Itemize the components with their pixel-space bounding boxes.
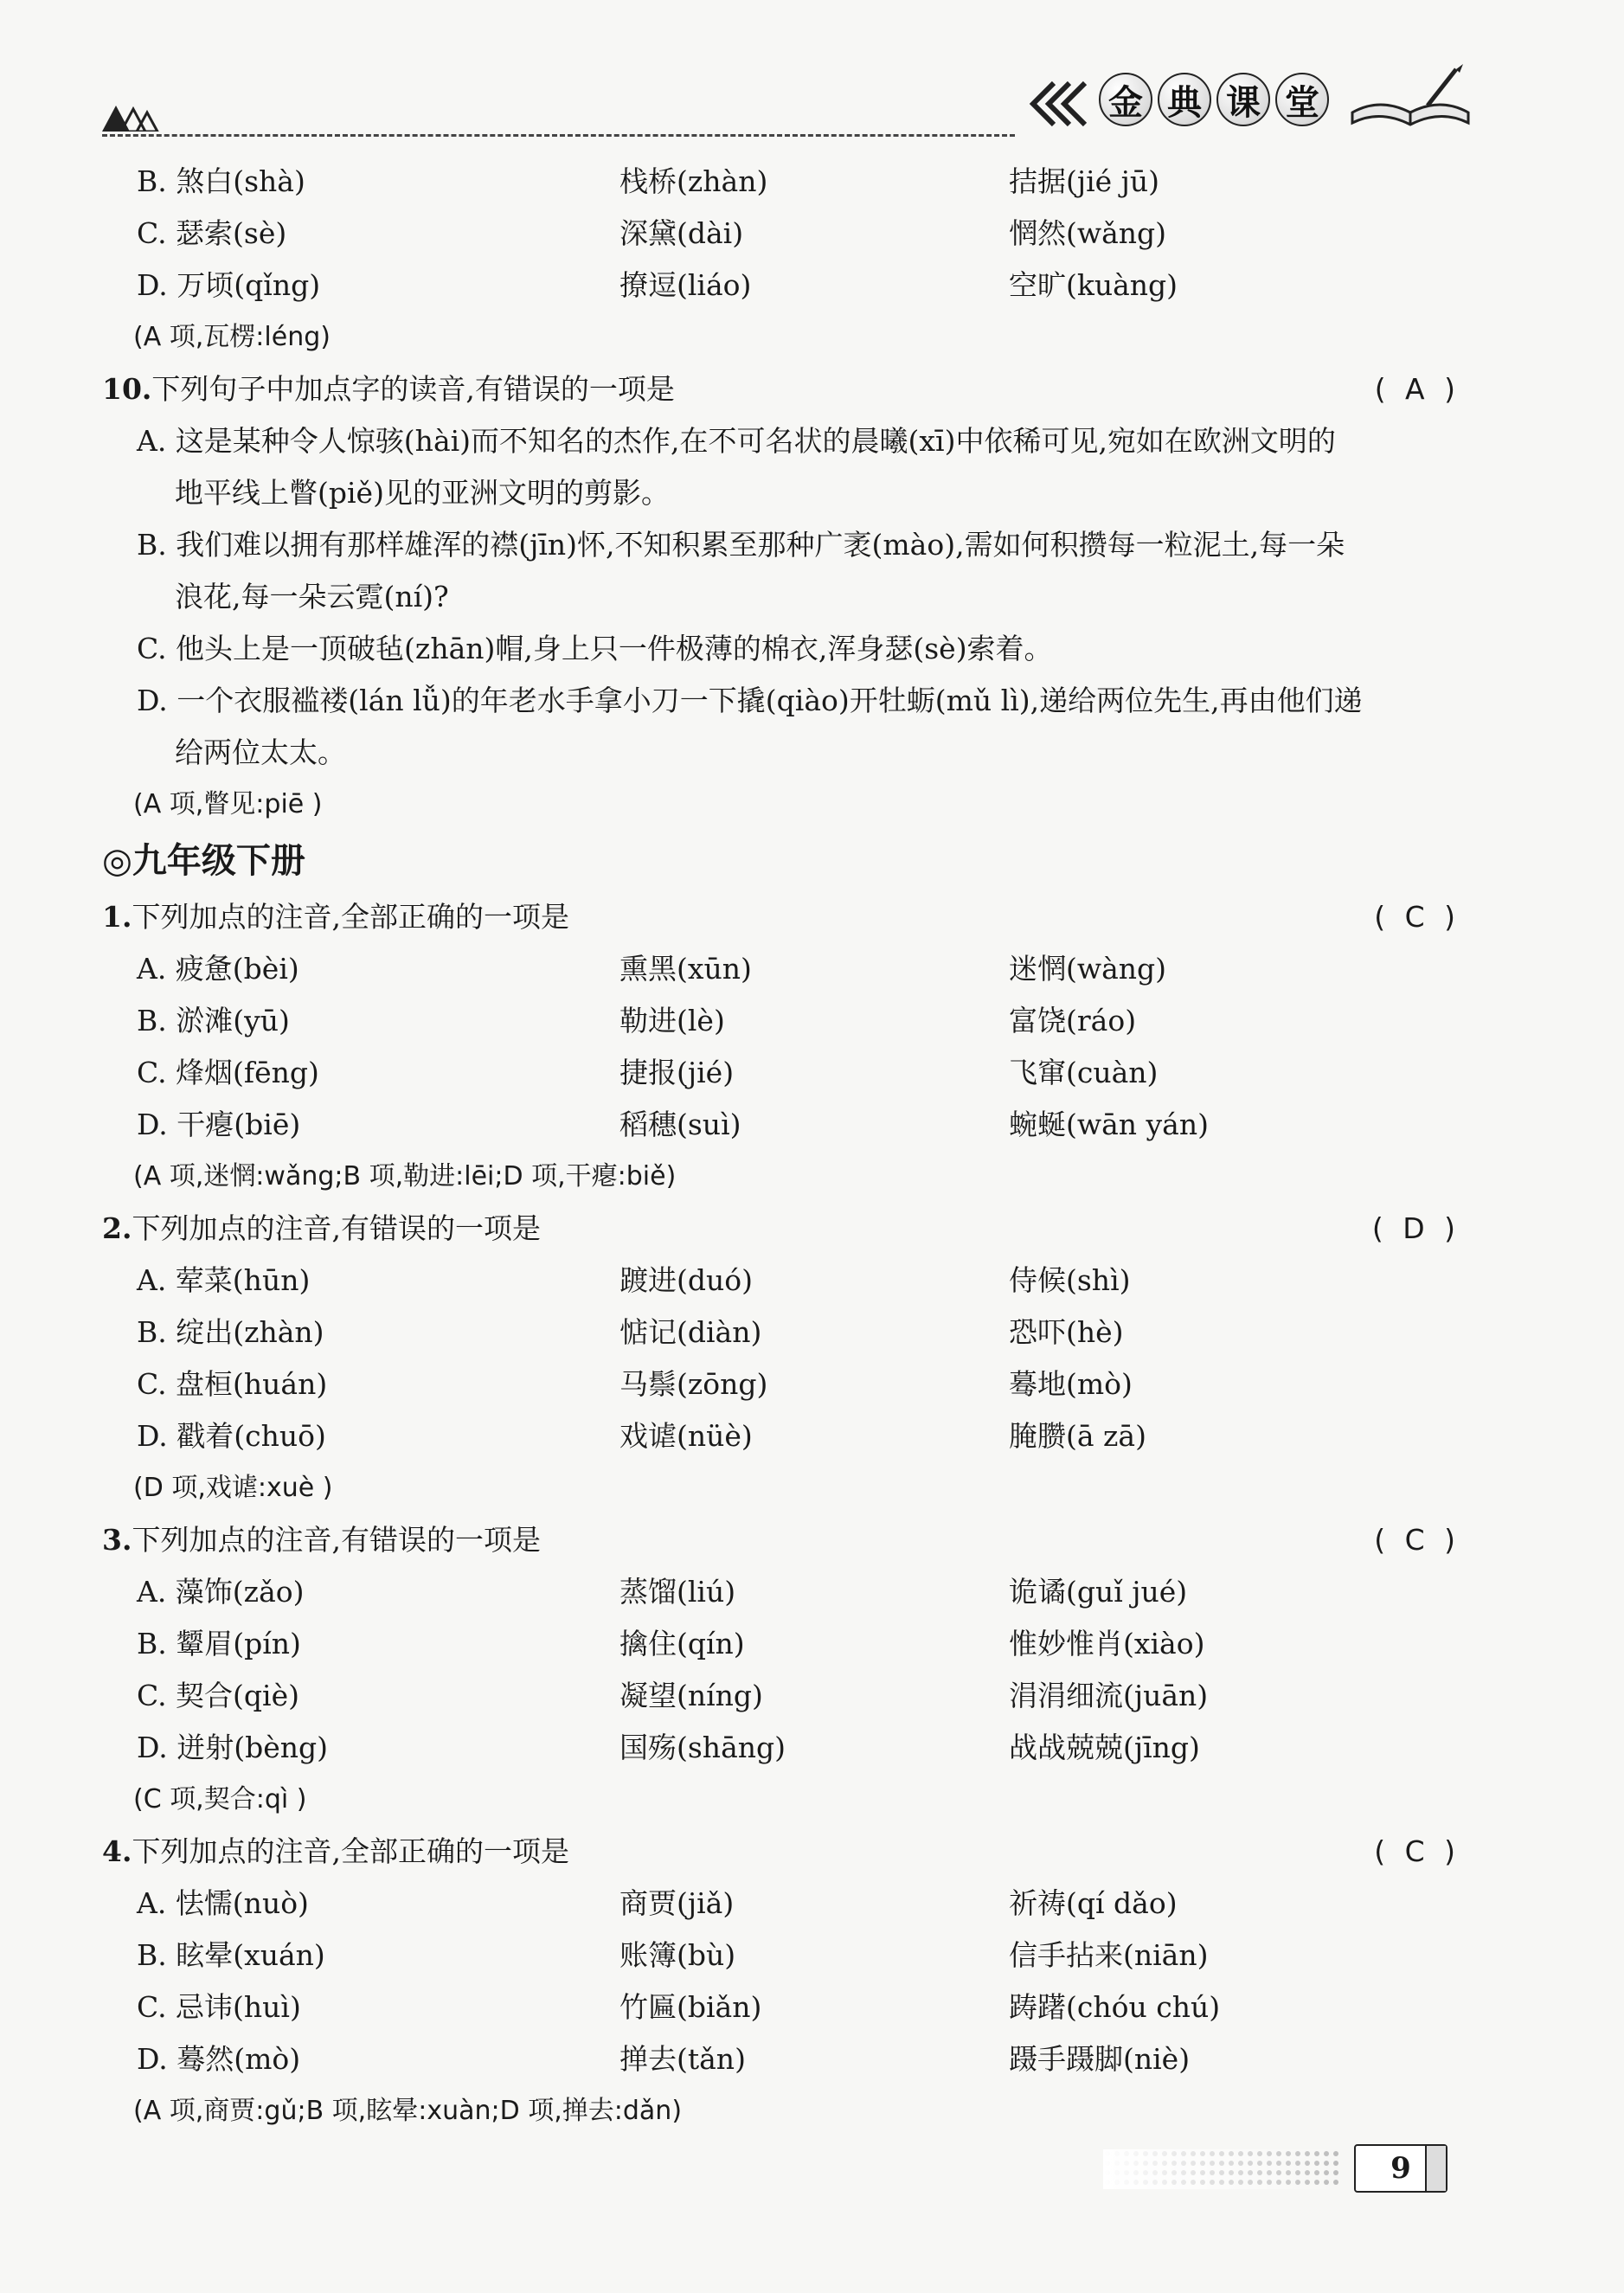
sentence-line: 地平线上瞥(piě)见的亚洲文明的剪影。 — [175, 476, 670, 510]
option-cell: 踱进(duó) — [619, 1263, 753, 1297]
option-row — [102, 1099, 1460, 1151]
page-tab-marker — [1425, 2146, 1446, 2191]
brand-char: 典 — [1158, 73, 1211, 126]
option-row — [102, 1722, 1460, 1774]
option-cell: C. 烽烟(fēng) — [137, 1056, 319, 1089]
option-cell: 祈祷(qí dǎo) — [1009, 1886, 1178, 1920]
option-row — [102, 1358, 1460, 1410]
option-row — [102, 1410, 1460, 1462]
option-cell: 信手拈来(niān) — [1009, 1938, 1209, 1972]
option-cell: B. 绽出(zhàn) — [137, 1315, 324, 1349]
sentence-option — [137, 675, 1460, 779]
question-text: 下列加点的注音,有错误的一项是 — [132, 1523, 541, 1557]
option-cell: B. 眩晕(xuán) — [137, 1938, 325, 1972]
option-cell: 栈桥(zhàn) — [619, 164, 768, 198]
sentence-line: 浪花,每一朵云霓(ní)? — [175, 580, 449, 613]
double-chevron-left-icon — [1028, 80, 1097, 128]
sentence-line: B. 我们难以拥有那样雄浑的襟(jīn)怀,不知积累至那种广袤(mào),需如何积攒每一粒泥土,每一朵 — [137, 528, 1345, 562]
option-row — [102, 1618, 1460, 1670]
question-number: 1. — [102, 900, 132, 934]
option-cell: 账簿(bù) — [619, 1938, 736, 1972]
answer-note: (A 项,商贾:gǔ;B 项,眩晕:xuàn;D 项,掸去:dǎn) — [133, 2096, 683, 2126]
question-stem — [102, 1514, 541, 1566]
option-cell: D. 干瘪(biē) — [137, 1108, 301, 1141]
sentence-option — [137, 623, 1460, 675]
option-cell: 战战兢兢(jīng) — [1009, 1731, 1200, 1764]
option-row — [102, 156, 1460, 208]
sentence-option — [137, 519, 1460, 623]
sentence-option — [137, 415, 1460, 519]
option-cell: 飞窜(cuàn) — [1009, 1056, 1159, 1089]
option-cell: 恐吓(hè) — [1009, 1315, 1124, 1349]
option-cell: 擒住(qín) — [619, 1627, 745, 1660]
option-cell: 稻穗(suì) — [619, 1108, 741, 1141]
option-row — [102, 1878, 1460, 1930]
option-cell: 拮据(jié jū) — [1009, 164, 1160, 198]
option-cell: C. 契合(qiè) — [137, 1679, 300, 1712]
sentence-line: D. 一个衣服褴褛(lán lǚ)的年老水手拿小刀一下撬(qiào)开牡蛎(mǔ lì),递给两位先生,再由他们递 — [137, 684, 1363, 717]
answer-note: (C 项,契合:qì ) — [133, 1784, 307, 1814]
option-row — [102, 1981, 1460, 2033]
option-cell: D. 戳着(chuō) — [137, 1419, 326, 1453]
option-cell: 迷惘(wàng) — [1009, 952, 1167, 986]
answer-note: (D 项,戏谑:xuè ) — [133, 1473, 333, 1503]
option-cell: A. 荤菜(hūn) — [137, 1263, 311, 1297]
sentence-line: 给两位太太。 — [175, 735, 346, 769]
option-row — [102, 1930, 1460, 1981]
option-cell: 空旷(kuàng) — [1009, 268, 1178, 302]
option-cell: 惟妙惟肖(xiào) — [1009, 1627, 1205, 1660]
sentence-line: C. 他头上是一顶破毡(zhān)帽,身上只一件极薄的棉衣,浑身瑟(sè)索着。 — [137, 632, 1053, 665]
option-cell: 蒸馏(liú) — [619, 1575, 736, 1609]
footer-dot-pattern-icon — [1103, 2149, 1341, 2189]
option-cell: D. 蓦然(mò) — [137, 2042, 301, 2076]
brand-char: 金 — [1099, 73, 1152, 126]
option-cell: 踌躇(chóu chú) — [1009, 1990, 1221, 2024]
option-row — [102, 2033, 1460, 2085]
answer-bracket: ( C ) — [1374, 900, 1460, 934]
option-cell: 蹑手蹑脚(niè) — [1009, 2042, 1191, 2076]
open-book-pen-icon — [1345, 62, 1475, 132]
brand-title — [1099, 73, 1329, 126]
option-cell: 戏谑(nüè) — [619, 1419, 753, 1453]
question-stem — [102, 1826, 569, 1878]
question-number: 3. — [102, 1523, 132, 1557]
question-number: 10. — [102, 372, 152, 406]
question-text: 下列加点的注音,有错误的一项是 — [132, 1211, 541, 1245]
question-number: 2. — [102, 1211, 132, 1245]
brand-char: 课 — [1216, 73, 1270, 126]
option-cell: 撩逗(liáo) — [619, 268, 752, 302]
option-cell: 惘然(wǎng) — [1009, 216, 1167, 250]
option-row — [102, 943, 1460, 995]
option-row — [102, 1047, 1460, 1099]
option-cell: B. 淤滩(yū) — [137, 1004, 290, 1037]
answer-bracket: ( C ) — [1374, 1834, 1460, 1868]
option-cell: 腌臜(ā zā) — [1009, 1419, 1146, 1453]
question-stem — [102, 891, 569, 943]
answer-bracket: ( C ) — [1374, 1523, 1460, 1557]
option-cell: 凝望(níng) — [619, 1679, 763, 1712]
answer-note: (A 项,瓦楞:léng) — [133, 322, 331, 352]
question-text: 下列加点的注音,全部正确的一项是 — [132, 1834, 569, 1868]
option-cell: 诡谲(guǐ jué) — [1009, 1575, 1188, 1609]
brand-char: 堂 — [1275, 73, 1329, 126]
option-cell: 富饶(ráo) — [1009, 1004, 1137, 1037]
answer-note: (A 项,瞥见:piē ) — [133, 789, 323, 819]
header-triangle-mark-icon — [102, 102, 163, 132]
header-dashed-rule — [102, 134, 1015, 137]
option-cell: 惦记(diàn) — [619, 1315, 762, 1349]
option-row — [102, 1670, 1460, 1722]
page-number-box — [1354, 2144, 1447, 2193]
option-row — [102, 1566, 1460, 1618]
section-title: ◎九年级下册 — [102, 841, 305, 881]
option-cell: 涓涓细流(juān) — [1009, 1679, 1209, 1712]
option-cell: B. 颦眉(pín) — [137, 1627, 301, 1660]
option-cell: C. 瑟索(sè) — [137, 216, 287, 250]
option-row — [102, 208, 1460, 260]
answer-bracket: ( A ) — [1374, 372, 1460, 406]
question-stem — [102, 363, 675, 415]
question-stem — [102, 1203, 541, 1255]
option-row — [102, 995, 1460, 1047]
option-cell: A. 疲惫(bèi) — [137, 952, 299, 986]
option-cell: 深黛(dài) — [619, 216, 744, 250]
option-cell: 马鬃(zōng) — [619, 1367, 768, 1401]
option-row — [102, 260, 1460, 312]
option-cell: 蜿蜒(wān yán) — [1009, 1108, 1209, 1141]
option-cell: D. 迸射(bèng) — [137, 1731, 329, 1764]
option-cell: 熏黑(xūn) — [619, 952, 752, 986]
option-cell: C. 盘桓(huán) — [137, 1367, 328, 1401]
option-cell: 勒进(lè) — [619, 1004, 725, 1037]
answer-note: (A 项,迷惘:wǎng;B 项,勒进:lēi;D 项,干瘪:biě) — [133, 1161, 677, 1191]
option-row — [102, 1255, 1460, 1307]
sentence-line: A. 这是某种令人惊骇(hài)而不知名的杰作,在不可名状的晨曦(xī)中依稀可见,宛如在欧洲文明的 — [137, 424, 1336, 458]
option-cell: 竹匾(biǎn) — [619, 1990, 762, 2024]
option-cell: 侍候(shì) — [1009, 1263, 1131, 1297]
question-number: 4. — [102, 1834, 132, 1868]
option-cell: 国殇(shāng) — [619, 1731, 786, 1764]
option-cell: 捷报(jié) — [619, 1056, 735, 1089]
option-cell: C. 忌讳(huì) — [137, 1990, 301, 2024]
answer-bracket: ( D ) — [1371, 1211, 1460, 1245]
option-cell: 商贾(jiǎ) — [619, 1886, 735, 1920]
option-cell: A. 藻饰(zǎo) — [137, 1575, 305, 1609]
option-cell: B. 煞白(shà) — [137, 164, 305, 198]
option-row — [102, 1307, 1460, 1358]
option-cell: D. 万顷(qǐng) — [137, 268, 321, 302]
option-cell: 蓦地(mò) — [1009, 1367, 1133, 1401]
page-number: 9 — [1390, 2151, 1411, 2186]
question-text: 下列句子中加点字的读音,有错误的一项是 — [151, 372, 675, 406]
question-text: 下列加点的注音,全部正确的一项是 — [132, 900, 569, 934]
option-cell: 掸去(tǎn) — [619, 2042, 746, 2076]
option-cell: A. 怯懦(nuò) — [137, 1886, 309, 1920]
